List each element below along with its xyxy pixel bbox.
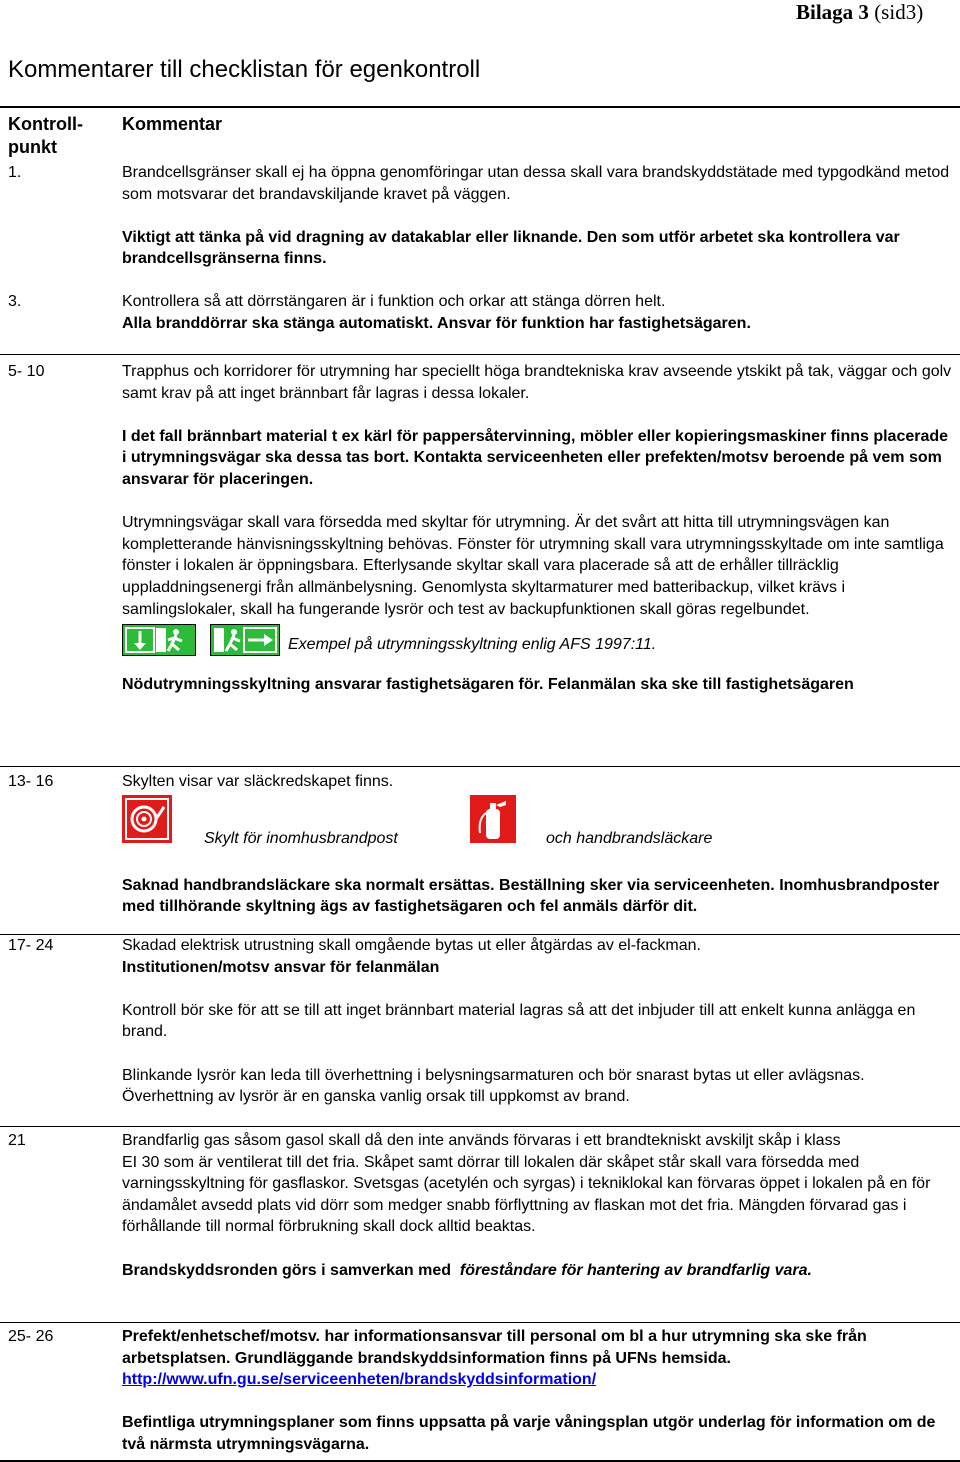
- exit-sign-caption: Exempel på utrymningsskyltning enlig AFS 1997:11.: [288, 636, 657, 654]
- row-number: 13- 16: [8, 773, 54, 790]
- row-comment: [122, 162, 954, 270]
- exit-sign-down-arrow-icon: [122, 624, 196, 663]
- comment-bold-italic-text: föreståndare för hantering av brandfarlig vara.: [459, 1261, 812, 1279]
- comment-bold-text: I det fall brännbart material t ex kärl för pappersåtervinning, möbler eller kopieringsmaskiner finns placerade i utrymningsvägar ska dessa tas bort. Kontakta serviceenheten eller prefekten/motsv beroende på vem som ansvarar för placeringen.: [122, 427, 949, 488]
- comment-bold-text: Befintliga utrymningsplaner som finns uppsatta på varje våningsplan utgör underlag för information om de två närmsta utrymningsvägarna.: [122, 1414, 936, 1453]
- row-number: 1.: [8, 164, 22, 181]
- comment-text: Utrymningsvägar skall vara försedda med skyltar för utrymning. Är det svårt att hitta till utrymningsvägen kan kompletterande hänvisningsskyltning behövas. Fönster för utrymning skall vara utrymningsskyltade om inte samtliga fönster i lokalen är öppningsbara. Efterlysande skyltar skall vara placerade så att de erhåller tillräcklig uppladdningsenergi från allmänbelysning. Genomlysta skyltarmaturer med batteribackup, vilket krävs i samlingslokaler, skall ha fungerande lysrör och test av backupfunktionen skall göras regelbundet.: [122, 514, 944, 618]
- extinguisher-caption: och handbrandsläckare: [546, 829, 713, 847]
- attachment-label: [796, 0, 923, 25]
- exit-signs-row: [122, 624, 954, 668]
- comment-bold-text: Alla branddörrar ska stänga automatiskt. Ansvar för funktion har fastighetsägaren.: [122, 314, 751, 332]
- comment-text: Trapphus och korridorer för utrymning har speciellt höga brandtekniska krav avseende ytskikt på tak, väggar och golv samt krav på att inget brännbart får lagras i dessa lokaler.: [122, 363, 952, 402]
- comment-bold-text: Nödutrymningsskyltning ansvarar fastighetsägaren för. Felanmälan ska ske till fastighetsägaren: [122, 676, 854, 694]
- col1-header: [8, 113, 83, 159]
- extinguisher-signs-row: [122, 795, 954, 857]
- comment-text: Skylten visar var släckredskapet finns.: [122, 773, 394, 790]
- ufn-brandskydd-link[interactable]: http://www.ufn.gu.se/serviceenheten/brandskyddsinformation/: [122, 1371, 597, 1389]
- row-comment: [122, 361, 954, 696]
- comment-text: Blinkande lysrör kan leda till överhettning i belysningsarmaturen och bör snarast bytas ut eller avlägsnas. Överhettning av lysrör är en ganska vanlig orsak till uppkomst av brand.: [122, 1066, 865, 1106]
- comment-text: Kontrollera så att dörrstängaren är i funktion och orkar att stänga dörren helt.: [122, 293, 666, 310]
- comment-text: Brandfarlig gas såsom gasol skall då den inte används förvaras i ett brandtekniskt avskiljt skåp i klass: [122, 1132, 841, 1149]
- row-divider: [0, 766, 960, 767]
- fire-hose-caption: Skylt för inomhusbrandpost: [204, 829, 398, 847]
- comment-text: EI 30 som är ventilerat till det fria. Skåpet samt dörrar till lokalen där skåpet står skall vara försedda med varningsskyltning för gasflaskor. Svetsgas (acetylén och syrgas) i tekniklokal kan förvaras öppet i lokalen på en för ändamålet avsedd plats vid dörr som medger snabb förflyttning av flaskan mot det fria. Mängden förvarad gas i förhållande till normal förbrukning skall dock alltid beaktas.: [122, 1153, 931, 1236]
- comment-bold-text: Brandskyddsronden görs i samverkan med: [122, 1261, 451, 1279]
- comment-bold-text: Prefekt/enhetschef/motsv. har informationsansvar till personal om bl a hur utrymning ska ske från arbetsplatsen. Grundläggande brandskyddsinformation finns på UFNs hemsida.: [122, 1328, 867, 1367]
- exit-sign-right-arrow-icon: [210, 624, 280, 663]
- attachment-number: Bilaga 3: [796, 0, 869, 24]
- row-comment: [122, 1326, 954, 1456]
- row-divider: [0, 354, 960, 355]
- row-comment: [122, 935, 954, 1108]
- fire-hose-sign-icon: [122, 795, 172, 850]
- checklist-table: [0, 106, 960, 1462]
- comment-text: Brandcellsgränser skall ej ha öppna genomföringar utan dessa skall vara brandskyddstätade med typgodkänd metod som motsvarar det brandavskiljande kravet på väggen.: [122, 164, 950, 203]
- page-title: Kommentarer till checklistan för egenkontroll: [8, 56, 481, 83]
- row-number: 3.: [8, 293, 22, 310]
- row-number: 25- 26: [8, 1328, 54, 1345]
- row-comment: [122, 291, 954, 334]
- fire-extinguisher-sign-icon: [470, 795, 516, 850]
- row-divider: [0, 1126, 960, 1127]
- row-comment: [122, 771, 954, 918]
- comment-bold-text: Viktigt att tänka på vid dragning av datakablar eller liknande. Den som utför arbetet ska kontrollera var brandcellsgränserna finns.: [122, 228, 900, 268]
- row-comment: [122, 1130, 954, 1281]
- row-number: 17- 24: [8, 937, 54, 954]
- comment-bold-text: Institutionen/motsv ansvar för felanmälan: [122, 958, 440, 976]
- row-number: 21: [8, 1132, 26, 1149]
- col2-header: Kommentar: [122, 114, 223, 134]
- comment-text: Skadad elektrisk utrustning skall omgående bytas ut eller åtgärdas av el-fackman.: [122, 937, 701, 954]
- row-divider: [0, 1322, 960, 1323]
- comment-bold-text: Saknad handbrandsläckare ska normalt ersättas. Beställning sker via serviceenheten. Inomhusbrandposter med tillhörande skyltning ägs av fastighetsägaren och fel anmäls därför dit.: [122, 876, 940, 916]
- col1-header-line2: punkt: [8, 137, 57, 157]
- comment-text: Kontroll bör ske för att se till att inget brännbart material lagras så att det inbjuder till att enkelt kunna anlägga en brand.: [122, 1001, 916, 1041]
- row-number: 5- 10: [8, 363, 45, 380]
- col1-header-line1: Kontroll-: [8, 114, 83, 134]
- attachment-page: (sid3): [874, 0, 924, 24]
